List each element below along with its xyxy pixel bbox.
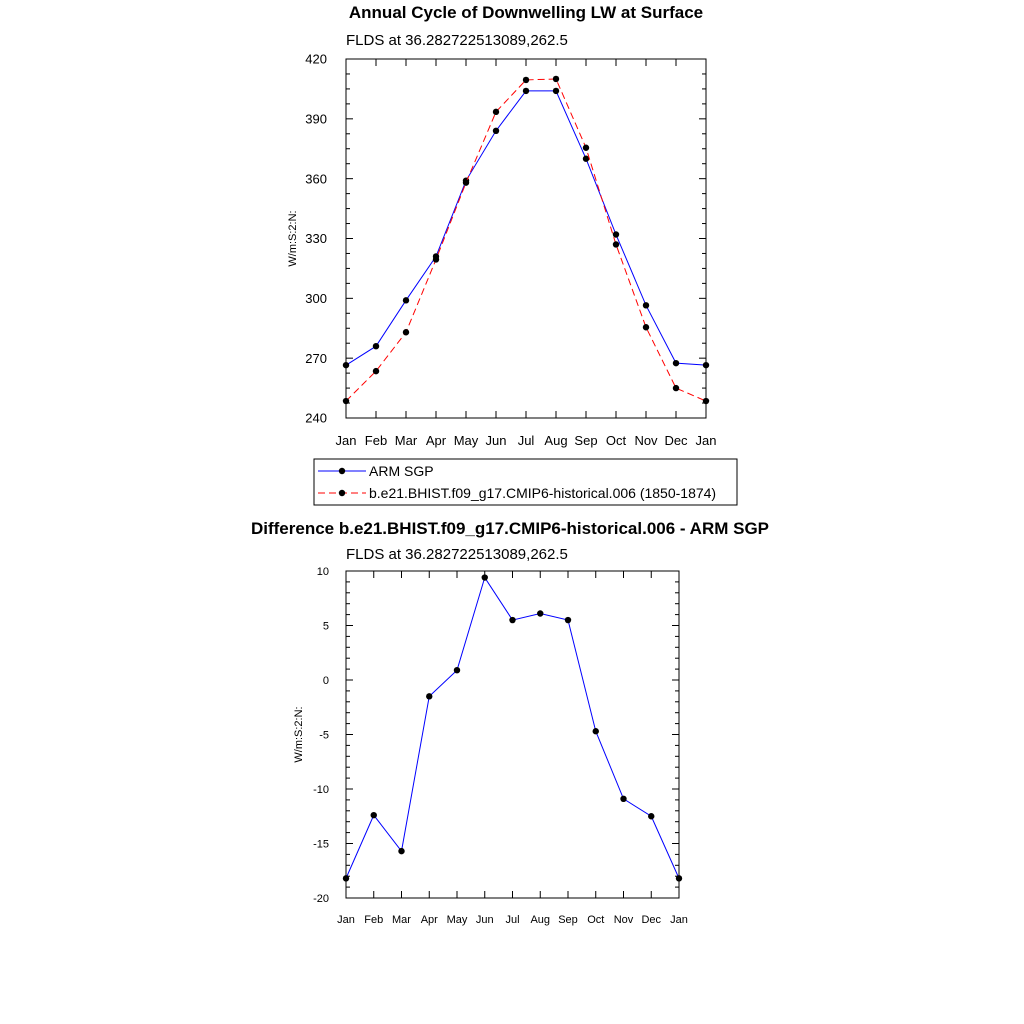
y-tick-label: 360 [305, 171, 327, 187]
y-tick-label: -5 [319, 729, 329, 742]
x-tick-label: Sep [574, 433, 598, 448]
chart-2 [251, 519, 769, 926]
chart-subtitle: FLDS at 36.282722513089,262.5 [346, 546, 568, 563]
y-tick-label: -15 [313, 838, 329, 851]
x-tick-label: May [453, 433, 479, 448]
data-point [673, 385, 679, 391]
x-tick-label: Jan [695, 433, 717, 448]
data-point [553, 88, 559, 94]
y-tick-label: 420 [305, 51, 327, 67]
data-point [523, 88, 529, 94]
y-tick-label: 0 [322, 674, 329, 687]
x-tick-label: Mar [394, 433, 418, 448]
data-point [373, 368, 379, 374]
x-tick-label: Dec [664, 433, 688, 448]
x-tick-label: Aug [544, 433, 568, 448]
data-point [703, 362, 709, 368]
x-tick-label: May [446, 914, 468, 926]
series-line-2 [346, 79, 706, 401]
x-tick-label: Apr [420, 914, 438, 926]
legend-marker [339, 490, 345, 496]
data-point [509, 617, 515, 623]
legend-entry-2: b.e21.BHIST.f09_g17.CMIP6-historical.006 (1850-1874) [369, 485, 717, 501]
x-tick-label: Jul [505, 914, 520, 926]
data-point [403, 297, 409, 303]
data-point [643, 302, 649, 308]
y-axis-label: W/m:S:2:N: [293, 706, 305, 763]
y-tick-label: 330 [305, 231, 327, 247]
x-tick-label: Jan [670, 914, 688, 926]
x-tick-label: Oct [587, 914, 605, 926]
chart-subtitle: FLDS at 36.282722513089,262.5 [346, 32, 568, 49]
data-point [643, 324, 649, 330]
legend-entry-1: ARM SGP [369, 463, 434, 479]
data-point [676, 875, 682, 881]
chart-title: Annual Cycle of Downwelling LW at Surface [348, 3, 704, 22]
data-point [703, 398, 709, 404]
data-point [593, 728, 599, 734]
data-point [523, 77, 529, 83]
y-tick-label: -10 [313, 783, 329, 796]
data-point [565, 617, 571, 623]
data-point [371, 812, 377, 818]
data-point [583, 145, 589, 151]
series-line-1 [346, 91, 706, 365]
x-tick-label: Dec [641, 914, 662, 926]
data-point [343, 362, 349, 368]
x-tick-label: Jun [475, 914, 494, 926]
data-point [463, 179, 469, 185]
chart-1 [287, 3, 737, 505]
data-point [343, 875, 349, 881]
data-point [537, 610, 543, 616]
data-point [398, 848, 404, 854]
x-tick-label: Aug [530, 914, 551, 926]
x-tick-label: Feb [364, 914, 384, 926]
data-point [673, 360, 679, 366]
data-point [620, 796, 626, 802]
legend-marker [339, 468, 345, 474]
y-tick-label: 390 [305, 111, 327, 127]
x-tick-label: Oct [605, 433, 627, 448]
data-point [454, 667, 460, 673]
x-tick-label: Jun [485, 433, 507, 448]
x-tick-label: Jan [337, 914, 355, 926]
x-tick-label: Feb [364, 433, 388, 448]
data-point [433, 256, 439, 262]
x-tick-label: Jul [517, 433, 535, 448]
data-point [493, 128, 499, 134]
chart-title: Difference b.e21.BHIST.f09_g17.CMIP6-historical.006 - ARM SGP [250, 519, 770, 538]
y-tick-label: 5 [322, 620, 329, 633]
data-point [373, 343, 379, 349]
x-tick-label: Sep [558, 914, 578, 926]
legend [314, 459, 737, 505]
data-point [482, 574, 488, 580]
y-tick-label: 240 [305, 410, 327, 426]
data-point [613, 231, 619, 237]
data-point [426, 693, 432, 699]
data-point [648, 813, 654, 819]
y-tick-label: -20 [313, 892, 329, 905]
x-tick-label: Nov [613, 914, 634, 926]
x-tick-label: Nov [634, 433, 658, 448]
data-point [493, 109, 499, 115]
y-axis-label: W/m:S:2:N: [287, 210, 299, 267]
y-tick-label: 270 [305, 350, 327, 366]
data-point [343, 398, 349, 404]
data-point [403, 329, 409, 335]
x-tick-label: Jan [335, 433, 357, 448]
data-point [553, 76, 559, 82]
data-point [613, 241, 619, 247]
plot-frame [346, 59, 706, 418]
y-tick-label: 10 [316, 565, 329, 578]
x-tick-label: Mar [392, 914, 411, 926]
x-tick-label: Apr [425, 433, 447, 448]
y-tick-label: 300 [305, 291, 327, 307]
